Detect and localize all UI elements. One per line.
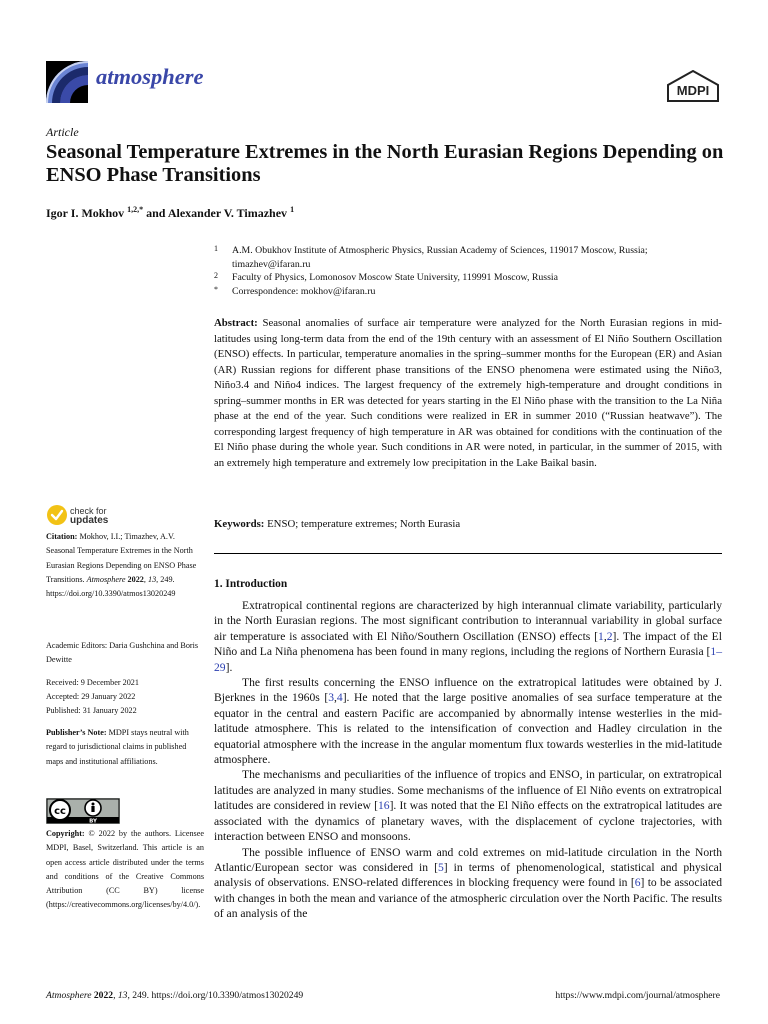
author-affiliation-mark: 1,2,* [127, 205, 144, 214]
affiliation-mark: 1 [214, 244, 218, 253]
copyright-notice [46, 827, 204, 913]
paragraph-text: ]. He noted that the large positive anomalies of sea surface temperature at the equator in the central and eastern Pacific are accompanied by abnormally intense westerlies in the mid-latitude atmosphere. This is related to the intensification of convection and Hadley circulation in the equatorial atmosphere with the increase in the angular momentum flux towards westerlies in the mid-latitude atmosphere. [214, 691, 722, 767]
citation-link[interactable]: 16 [377, 799, 390, 813]
published-date: Published: 31 January 2022 [46, 706, 137, 715]
paragraph [214, 598, 722, 675]
cc-by-license-icon[interactable] [46, 798, 120, 824]
affiliation-item [214, 271, 724, 285]
check-for-updates-icon [46, 504, 68, 526]
author-affiliation-mark: 1 [290, 205, 295, 214]
paragraph-text: The first results concerning the ENSO influence on the extratropical latitudes were obtained by J. Bjerknes in the 1960s [ [214, 676, 722, 705]
author-list [46, 205, 294, 221]
received-date: Received: 9 December 2021 [46, 678, 139, 687]
abstract-label: Abstract: [214, 317, 258, 329]
citation-link[interactable]: 5 [437, 860, 444, 874]
paragraph-text: The possible influence of ENSO warm and cold extremes on mid-latitude circulation in the North Atlantic/European sector was considered in [ [214, 845, 722, 874]
paragraph-text: ] to be associated with changes in both the mean and variance of the atmospheric circulation over the North Pacific. The results of an analysis of the [214, 876, 722, 921]
paragraph [214, 845, 722, 922]
correspondence-item [214, 285, 724, 299]
footer-year: 2022 [91, 990, 114, 1001]
paragraph-text: The mechanisms and peculiarities of the influence of tropics and ENSO, in particular, on extratropical latitudes are analyzed in many studies. Some mechanisms of the influence of El Niño events on extratropical latitudes are considered in review [ [214, 768, 722, 813]
footer-volume: 13 [117, 990, 128, 1001]
affiliation-text: Faculty of Physics, Lomonosov Moscow State University, 119991 Moscow, Russia [232, 272, 559, 283]
paragraph-text: ]. The impact of the El Niño and La Niña phenomena has been found in many regions, including the regions of Northern Eurasia [ [214, 629, 722, 659]
article-type: Article [46, 125, 79, 139]
keywords [214, 518, 722, 530]
citation-link[interactable]: 6 [634, 876, 641, 890]
citation-label: Citation: [46, 532, 78, 541]
footer-citation [46, 990, 303, 1001]
article-title: Seasonal Temperature Extremes in the North Eurasian Regions Depending on ENSO Phase Transitions [46, 141, 724, 186]
footer-doi-link[interactable]: , 249. https://doi.org/10.3390/atmos13020249 [127, 990, 304, 1001]
abstract [214, 316, 722, 471]
copyright-text: © 2022 by the authors. Licensee MDPI, Basel, Switzerland. This article is an open access article distributed under the terms and conditions of the Creative Commons Attribution (CC BY) license (https://creativecommons.org/licenses/by/4.0/). [46, 829, 204, 910]
citation-link[interactable]: 1–29 [214, 645, 722, 674]
citation-link[interactable]: 2 [606, 629, 613, 643]
citation-link[interactable]: 4 [336, 691, 343, 705]
publisher-note-text: MDPI stays neutral with regard to jurisdictional claims in published maps and institutional affiliations. [46, 728, 189, 766]
citation-doi-link[interactable]: , 249. https://doi.org/10.3390/atmos13020249 [46, 574, 176, 599]
section-heading: 1. Introduction [214, 578, 288, 590]
footer-journal-url-link[interactable]: https://www.mdpi.com/journal/atmosphere [555, 990, 720, 1001]
check-for-updates-button[interactable] [46, 504, 126, 530]
paragraph-text: , [333, 691, 337, 705]
author-name[interactable]: Alexander V. Timazhev [167, 206, 288, 220]
copyright-label: Copyright: [46, 829, 85, 838]
affiliation-mark: 2 [214, 271, 218, 280]
citation-link[interactable]: 3 [328, 691, 334, 705]
svg-text:cc: cc [54, 806, 66, 817]
footer-journal: Atmosphere [46, 990, 92, 1001]
publisher-name: MDPI [676, 83, 710, 98]
author-name[interactable]: Igor I. Mokhov [46, 206, 125, 220]
citation-volume: 13 [147, 574, 157, 584]
paragraph-text: ]. It was noted that the El Niño effects on the extratropical latitudes are associated with the dynamics of planetary waves, with the displacement of cyclone trajectories, with interaction between ENSO and monsoons. [214, 799, 722, 844]
publisher-note-label: Publisher’s Note: [46, 728, 107, 737]
check-for-updates-label: check for [70, 506, 107, 516]
citation-text: Mokhov, I.I.; Timazhev, A.V. Seasonal Temperature Extremes in the North Eurasian Regions Depending on ENSO Phase Transitions. [46, 532, 197, 584]
academic-editors: Academic Editors: Daria Gushchina and Boris Dewitte [46, 641, 199, 665]
paragraph-text: ] in terms of phenomenological, statistical and physical analysis of observations. ENSO-related differences in blocking frequency were found in [ [214, 860, 722, 890]
citation-journal: Atmosphere [86, 574, 126, 584]
paragraph-text: ]. [225, 660, 233, 674]
mdpi-logo-icon [666, 70, 720, 102]
atmosphere-logo-icon [46, 61, 88, 103]
abstract-text: Seasonal anomalies of surface air temperature were analyzed for the North Eurasian regions in mid-latitudes using long-term data from the end of the 19th century with an assessment of El Niño Southern Oscillation (ENSO) effects. In particular, temperature anomalies in the spring–summer months for the European (ER) and Asian (AR) Russian regions for different phase transitions of the ENSO phenomena were estimated using the Niño3, Niño3.4 and Niño4 indices. The largest frequency of the extremely high-temperature and drought conditions in spring–summer months in ER was detected for years starting in the El Niño phase with the transition to the La Niña phase at the end of the year. Such conditions were realized in ER in summer 2010 (“Russian heatwave”). The corresponding largest frequency of high temperature in AR was obtained for conditions with the continuation of the El Niño phase during the whole year. Such conditions in AR were noted, in particular, in the summer of 2015, with an extremely high temperature and extremely low precipitation in the Lake Baikal basin. [214, 317, 722, 469]
citation-block [46, 530, 204, 601]
section-divider [214, 553, 722, 554]
keywords-text: ENSO; temperature extremes; North Eurasia [264, 518, 461, 530]
affiliation-text: A.M. Obukhov Institute of Atmospheric Physics, Russian Academy of Sciences, 119017 Moscow, Russia; timazhev@ifaran.ru [232, 245, 648, 270]
paragraph [214, 767, 722, 844]
paragraph [214, 675, 722, 767]
citation-year: 2022 [125, 574, 144, 584]
author-separator: and [143, 206, 168, 220]
accepted-date: Accepted: 29 January 2022 [46, 692, 136, 701]
cc-by-label: BY [89, 818, 97, 824]
citation-link[interactable]: 1 [598, 629, 604, 643]
correspondence-text: Correspondence: mokhov@ifaran.ru [232, 286, 376, 297]
keywords-label: Keywords: [214, 518, 265, 530]
affiliation-item [214, 244, 724, 271]
publisher-note [46, 726, 204, 769]
footer-text: , [113, 990, 118, 1001]
affiliation-mark: * [214, 285, 218, 294]
paragraph-text: Extratropical continental regions are characterized by high interannual climate variability, particularly in the North Eurasian regions. The most significant contribution to interannual variability in global surface air temperature is associated with El Niño/Southern Oscillation (ENSO) effects [ [214, 599, 722, 643]
paragraph-text: , [603, 629, 607, 643]
introduction-body [214, 598, 722, 922]
check-for-updates-label-bold: updates [70, 515, 109, 526]
citation-text: , [143, 574, 148, 584]
journal-name: atmosphere [96, 64, 204, 89]
